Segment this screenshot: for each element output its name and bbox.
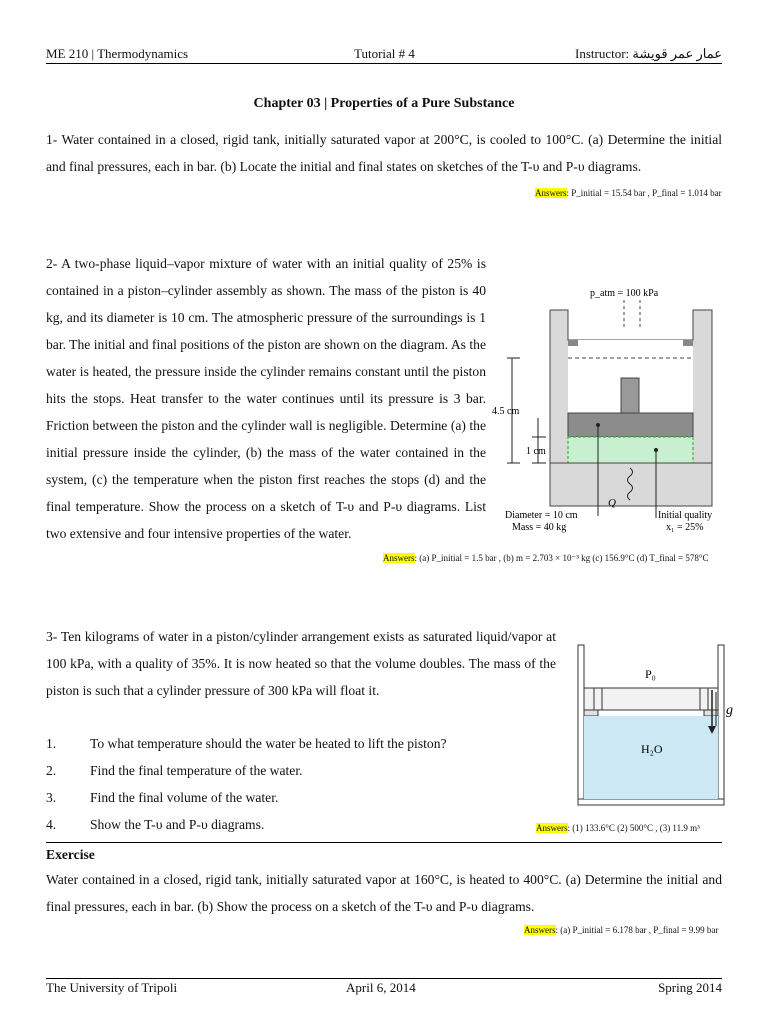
instructor <box>575 46 722 62</box>
answer-values: : (a) P_initial = 6.178 bar , P_final = 9.99 bar <box>555 925 719 935</box>
instructor-label: Instructor: <box>575 46 630 61</box>
exercise-text: Water contained in a closed, rigid tank, initially saturated vapor at 160°C, is heated to 400°C. (a) Determine the initial and final pressures, each in bar. (b) Show the process on a sketch of the T-υ and P-υ diagrams. <box>46 872 722 914</box>
stop-right <box>683 340 693 346</box>
water-mixture <box>568 437 693 463</box>
exercise-title: Exercise <box>46 847 95 862</box>
answer-values: : P_initial = 15.54 bar , P_final = 1.014 bar <box>566 188 722 198</box>
chapter-title: Chapter 03 | Properties of a Pure Substance <box>253 96 515 111</box>
problem-2-answer <box>383 552 709 564</box>
piston-rod <box>621 378 639 413</box>
diameter-label: Diameter = 10 cm <box>505 510 578 521</box>
piston <box>584 688 718 710</box>
problem-1-answer <box>535 187 722 199</box>
item-text: To what temperature should the water be heated to lift the piston? <box>90 736 447 751</box>
footer-date: April 6, 2014 <box>346 980 416 995</box>
list-item <box>46 784 546 811</box>
item-number: 4. <box>46 817 57 832</box>
tutorial-number: Tutorial # 4 <box>354 46 415 61</box>
answer-values: : (a) P_initial = 1.5 bar , (b) m = 2.703 × 10⁻³ kg (c) 156.9°C (d) T_final = 578°C <box>414 553 709 563</box>
height-dimension: 4.5 cm <box>492 406 520 417</box>
list-item <box>46 730 546 757</box>
mass-label: Mass = 40 kg <box>512 522 567 533</box>
patm-label: p_atm = 100 kPa <box>590 288 659 299</box>
problem-1-text: 1- Water contained in a closed, rigid tank, initially saturated vapor at 200°C, is cooled to 100°C. (a) Determine the initial and final pressures, each in bar. (b) Locate the initial and final states on sketches of the T-υ and P-υ diagrams. <box>46 132 722 174</box>
university-name: The University of Tripoli <box>46 980 178 995</box>
answers-label: Answers <box>536 823 568 833</box>
h2o-label: H₂O <box>641 742 663 756</box>
heat-label: Q <box>608 497 616 509</box>
gravity-label: g <box>726 703 733 718</box>
item-text: Find the final volume of the water. <box>90 790 279 805</box>
item-text: Show the T-υ and P-υ diagrams. <box>90 817 265 832</box>
stop-left <box>584 710 598 716</box>
answers-label: Answers <box>383 553 415 563</box>
item-text: Find the final temperature of the water. <box>90 763 303 778</box>
quality-title: Initial quality <box>658 510 713 521</box>
exercise-answer <box>524 924 718 936</box>
piston-cylinder-figure-1 <box>490 278 730 538</box>
piston <box>568 413 693 437</box>
item-number: 2. <box>46 763 57 778</box>
header-rule <box>46 63 722 64</box>
stop-left <box>568 340 578 346</box>
item-number: 3. <box>46 790 57 805</box>
quality-value: x₁ = 25% <box>666 522 704 533</box>
footer-rule <box>46 978 722 979</box>
gravity-arrow-icon <box>706 690 718 736</box>
exercise-rule <box>46 842 722 843</box>
item-number: 1. <box>46 736 57 751</box>
answers-label: Answers <box>524 925 556 935</box>
answers-label: Answers <box>535 188 567 198</box>
water <box>584 716 718 799</box>
instructor-name: عمار عمر قويشة <box>632 46 722 61</box>
list-item <box>46 811 546 838</box>
p0-label: P₀ <box>645 667 656 681</box>
footer-term: Spring 2014 <box>658 980 722 995</box>
answer-values: : (1) 133.6°C (2) 500°C , (3) 11.9 m³ <box>567 823 700 833</box>
problem-2-text: 2- A two-phase liquid–vapor mixture of water with an initial quality of 25% is contained in a piston–cylinder assembly as shown. The mass of the piston is 40 kg, and its diameter is 10 cm. The atmospheric pressure of the surroundings is 1 bar. The initial and final positions of the piston are shown on the diagram. As the water is heated, the pressure inside the cylinder remains constant until the piston hits the stops. Heat transfer to the water continues until its pressure is 3 bar. Friction between the piston and the cylinder wall is negligible. Determine (a) the initial pressure inside the cylinder, (b) the mass of the water contained in the system, (c) the temperature when the piston first reaches the stops (d) and the final temperature. Show the process on a sketch of T-υ and P-υ diagrams. List two extensive and four intensive properties of the water. <box>46 256 486 541</box>
list-item <box>46 757 546 784</box>
gap-dimension: 1 cm <box>526 446 546 457</box>
problem-3-list <box>46 730 546 838</box>
course-title: ME 210 | Thermodynamics <box>46 46 189 61</box>
problem-3-answer <box>536 822 700 834</box>
problem-3-text: 3- Ten kilograms of water in a piston/cylinder arrangement exists as saturated liquid/vapor at 100 kPa, with a quality of 35%. It is now heated so that the volume doubles. The mass of the piston is such that a cylinder pressure of 300 kPa will float it. <box>46 629 556 698</box>
page-header <box>46 46 722 64</box>
